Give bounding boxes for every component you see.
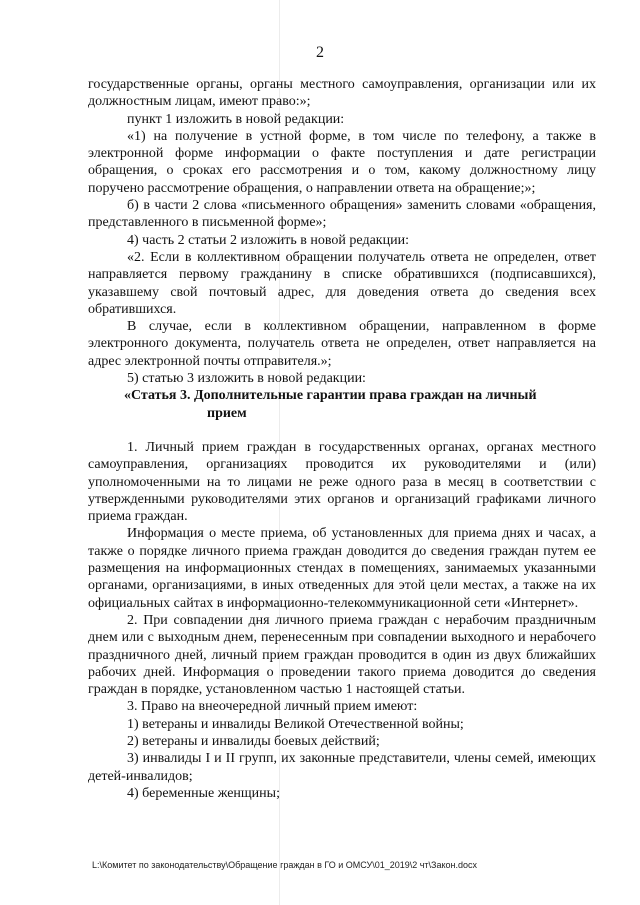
document-body	[88, 76, 596, 802]
paragraph: 3. Право на внеочередной личный прием имеют:	[127, 699, 418, 715]
paragraph: пункт 1 изложить в новой редакции:	[127, 111, 345, 127]
paragraph: 5) статью 3 изложить в новой редакции:	[127, 371, 366, 387]
footer-file-path: L:\Комитет по законодательству\Обращение граждан в ГО и ОМСУ\01_2019\2 чт\Закон.docx	[92, 860, 478, 870]
article-title	[88, 387, 596, 422]
paragraph: 3) инвалиды I и II групп, их законные представители, члены семей, имеющих детей-инвалидов;	[88, 751, 596, 784]
paragraph: 4) часть 2 статьи 2 изложить в новой редакции:	[127, 232, 409, 248]
paragraph: «1) на получение в устной форме, в том числе по телефону, а также в электронной форме информации о факте поступления и дате регистрации обращения, о сроках его рассмотрения и о том, какому должностному лицу поручено рассмотрение обращения, о направлении ответа на обращение;»;	[88, 128, 596, 196]
paragraph: б) в части 2 слова «письменного обращения» заменить словами «обращения, представленного в письменной форме»;	[88, 198, 596, 231]
article-title-line1: «Статья 3. Дополнительные гарантии права граждан на личный	[124, 388, 537, 404]
paragraph: государственные органы, органы местного самоуправления, организации или их должностным лицам, имеют право:»;	[88, 77, 596, 110]
paragraph: 4) беременные женщины;	[127, 785, 280, 801]
page-number: 2	[316, 44, 324, 61]
paragraph: 1) ветераны и инвалиды Великой Отечественной войны;	[127, 716, 464, 732]
article-title-line2: прием	[207, 405, 247, 421]
paragraph: 2) ветераны и инвалиды боевых действий;	[127, 733, 380, 749]
paragraph: 2. При совпадении дня личного приема граждан с нерабочим праздничным днем или с выходным днем, перенесенным при совпадении выходного и нерабочего праздничного дней, личный прием граждан проводится в один из двух ближайших рабочих дней. Информация о проведении такого приема доводится до сведения граждан в порядке, установленном частью 1 настоящей статьи.	[88, 612, 596, 698]
paragraph: В случае, если в коллективном обращении, направленном в форме электронного документа, получатель ответа не определен, ответ направляется на адрес электронной почты отправителя.»;	[88, 319, 596, 369]
paragraph: 1. Личный прием граждан в государственных органах, органах местного самоуправления, организациях проводится их руководителями и (или) уполномоченными на то лицами не реже одного раза в месяц в соответствии с утвержденными руководителями этих органов и организаций графиками личного приема граждан.	[88, 439, 596, 525]
paragraph: Информация о месте приема, об установленных для приема днях и часах, а также о порядке личного приема граждан доводится до сведения граждан путем ее размещения на информационных стендах в помещениях, занимаемых указанными органами, организациями, в иных отведенных для этой цели местах, а также на их официальных сайтах в информационно-телекоммуникационной сети «Интернет».	[88, 526, 596, 611]
paragraph: «2. Если в коллективном обращении получатель ответа не определен, ответ направляется первому гражданину в списке обратившихся (подписавшихся), указавшему свой почтовый адрес, для доведения ответа до сведения всех обратившихся.	[88, 249, 596, 317]
